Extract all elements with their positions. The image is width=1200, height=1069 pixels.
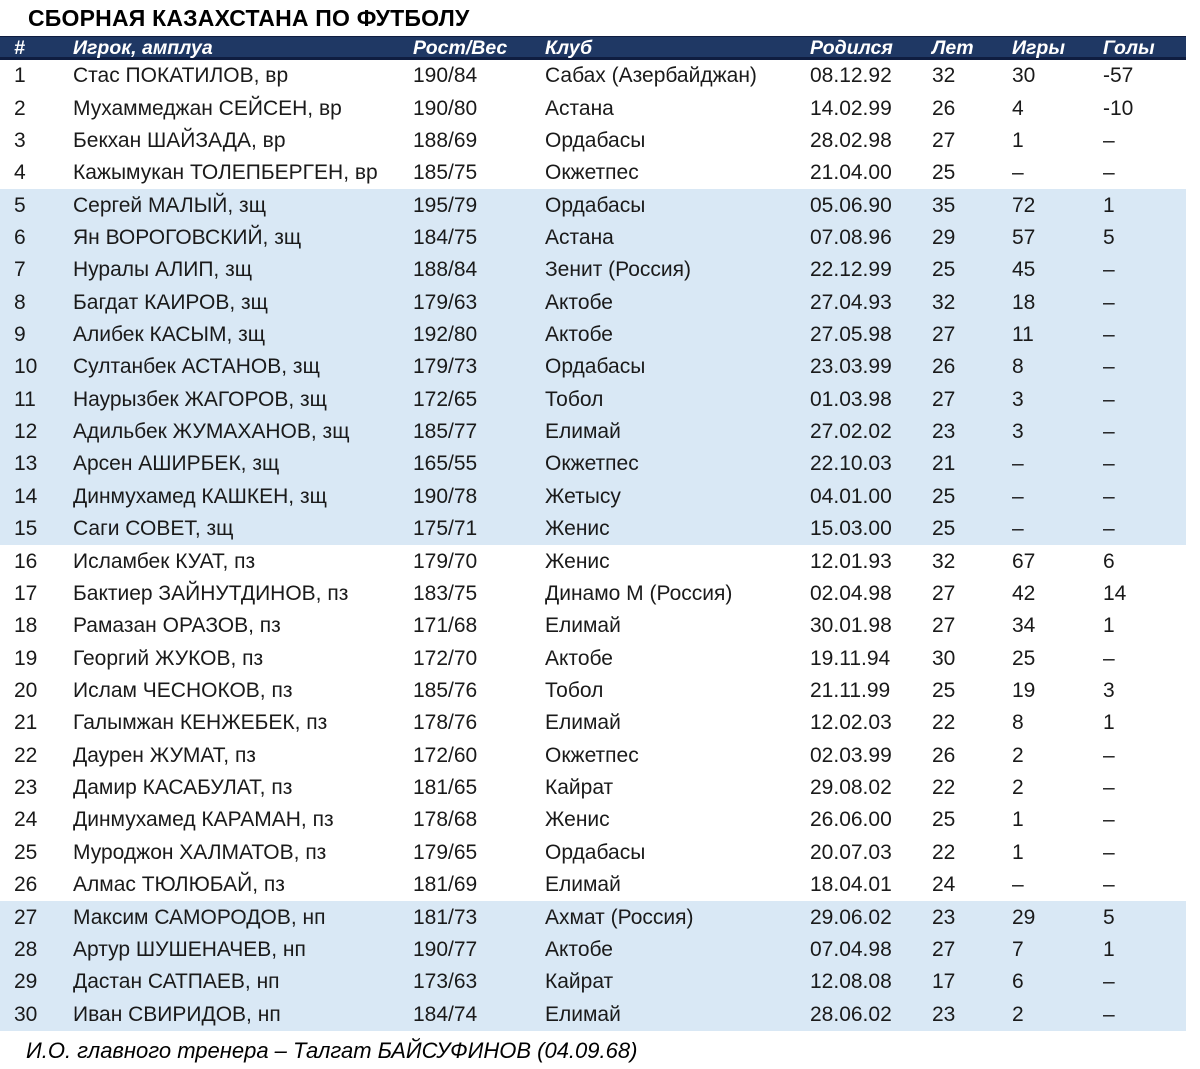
cell-age: 30 bbox=[932, 646, 956, 670]
cell-born: 21.11.99 bbox=[810, 679, 891, 702]
table-row bbox=[0, 92, 1186, 124]
cell-born: 07.08.96 bbox=[810, 225, 892, 249]
cell-club: Тобол bbox=[545, 387, 604, 411]
cell-age: 22 bbox=[932, 711, 956, 735]
cell-goals: – bbox=[1103, 808, 1115, 832]
cell-player: Динмухамед КАШКЕН, зщ bbox=[73, 484, 327, 508]
table-row bbox=[0, 384, 1186, 416]
cell-club: Жетысу bbox=[545, 484, 621, 508]
cell-age: 27 bbox=[932, 128, 956, 152]
cell-num: 5 bbox=[14, 193, 26, 217]
cell-player: Галымжан КЕНЖЕБЕК, пз bbox=[73, 711, 328, 735]
cell-num: 12 bbox=[14, 420, 38, 444]
cell-goals: 5 bbox=[1103, 905, 1115, 929]
cell-goals: 5 bbox=[1103, 225, 1115, 249]
table-row bbox=[0, 837, 1186, 869]
cell-games: 30 bbox=[1012, 64, 1036, 88]
cell-player: Бекхан ШАЙЗАДА, вр bbox=[73, 128, 286, 152]
cell-born: 12.02.03 bbox=[810, 711, 892, 735]
table-row bbox=[0, 740, 1186, 772]
cell-games: 11 bbox=[1012, 323, 1034, 347]
table-row bbox=[0, 287, 1186, 319]
cell-hw: 179/63 bbox=[413, 290, 478, 314]
table-row bbox=[0, 254, 1186, 286]
cell-born: 28.06.02 bbox=[810, 1002, 892, 1026]
cell-player: Алмас ТЮЛЮБАЙ, пз bbox=[73, 873, 285, 897]
cell-club: Тобол bbox=[545, 679, 604, 702]
cell-games: 3 bbox=[1012, 420, 1024, 444]
cell-goals: – bbox=[1103, 873, 1115, 897]
cell-age: 26 bbox=[932, 96, 956, 120]
cell-hw: 173/63 bbox=[413, 970, 478, 994]
table-row bbox=[0, 351, 1186, 383]
cell-games: 3 bbox=[1012, 387, 1024, 411]
cell-hw: 178/68 bbox=[413, 808, 478, 832]
cell-born: 30.01.98 bbox=[810, 614, 892, 638]
cell-age: 27 bbox=[932, 581, 956, 605]
cell-club: Зенит (Россия) bbox=[545, 258, 691, 282]
cell-club: Женис bbox=[545, 808, 610, 832]
cell-num: 3 bbox=[14, 128, 26, 152]
cell-num: 7 bbox=[14, 258, 26, 282]
cell-num: 19 bbox=[14, 646, 38, 670]
cell-club: Кайрат bbox=[545, 970, 614, 994]
cell-club: Астана bbox=[545, 225, 614, 249]
cell-club: Актобе bbox=[545, 646, 613, 670]
cell-born: 28.02.98 bbox=[810, 128, 892, 152]
cell-hw: 181/69 bbox=[413, 873, 478, 897]
cell-goals: – bbox=[1103, 970, 1115, 994]
cell-games: 2 bbox=[1012, 743, 1024, 767]
cell-goals: – bbox=[1103, 323, 1115, 347]
cell-hw: 181/73 bbox=[413, 905, 478, 929]
squad-table bbox=[0, 36, 1186, 1031]
cell-goals: – bbox=[1103, 776, 1115, 800]
cell-age: 32 bbox=[932, 549, 956, 573]
cell-born: 05.06.90 bbox=[810, 193, 892, 217]
cell-num: 17 bbox=[14, 581, 38, 605]
cell-hw: 165/55 bbox=[413, 452, 478, 476]
cell-age: 25 bbox=[932, 258, 956, 282]
cell-club: Актобе bbox=[545, 937, 613, 961]
table-row bbox=[0, 189, 1186, 221]
cell-age: 25 bbox=[932, 484, 956, 508]
cell-goals: 6 bbox=[1103, 549, 1115, 573]
cell-player: Арсен АШИРБЕК, зщ bbox=[73, 452, 280, 476]
cell-goals: – bbox=[1103, 1002, 1115, 1026]
cell-born: 12.01.93 bbox=[810, 549, 892, 573]
cell-player: Максим САМОРОДОВ, нп bbox=[73, 905, 326, 929]
cell-age: 35 bbox=[932, 193, 956, 217]
table-row bbox=[0, 125, 1186, 157]
cell-games: 57 bbox=[1012, 225, 1036, 249]
cell-born: 02.04.98 bbox=[810, 581, 892, 605]
cell-hw: 179/70 bbox=[413, 549, 478, 573]
cell-club: Елимай bbox=[545, 711, 621, 735]
cell-player: Динмухамед КАРАМАН, пз bbox=[73, 808, 334, 832]
cell-club: Астана bbox=[545, 96, 614, 120]
cell-num: 24 bbox=[14, 808, 38, 832]
cell-hw: 192/80 bbox=[413, 323, 478, 347]
cell-hw: 179/73 bbox=[413, 355, 478, 379]
cell-born: 27.04.93 bbox=[810, 290, 892, 314]
cell-games: 25 bbox=[1012, 646, 1036, 670]
header-games: Игры bbox=[1012, 37, 1065, 59]
header-born: Родился bbox=[810, 37, 893, 59]
cell-num: 15 bbox=[14, 517, 38, 541]
cell-born: 27.02.02 bbox=[810, 420, 892, 444]
cell-num: 8 bbox=[14, 290, 26, 314]
cell-age: 23 bbox=[932, 905, 956, 929]
header-num: # bbox=[14, 37, 25, 59]
cell-num: 6 bbox=[14, 225, 26, 249]
cell-born: 21.04.00 bbox=[810, 161, 892, 185]
cell-games: 2 bbox=[1012, 776, 1024, 800]
cell-games: 42 bbox=[1012, 581, 1036, 605]
table-row bbox=[0, 772, 1186, 804]
table-row bbox=[0, 545, 1186, 577]
cell-club: Елимай bbox=[545, 420, 621, 444]
cell-player: Ислам ЧЕСНОКОВ, пз bbox=[73, 679, 293, 702]
cell-age: 21 bbox=[932, 452, 956, 476]
cell-num: 13 bbox=[14, 452, 38, 476]
header-hw: Рост/Вес bbox=[413, 37, 508, 59]
cell-born: 22.10.03 bbox=[810, 452, 892, 476]
cell-games: 19 bbox=[1012, 679, 1036, 702]
cell-born: 29.08.02 bbox=[810, 776, 892, 800]
table-row bbox=[0, 675, 1186, 707]
cell-player: Артур ШУШЕНАЧЕВ, нп bbox=[73, 937, 306, 961]
cell-goals: -57 bbox=[1103, 64, 1134, 88]
cell-born: 01.03.98 bbox=[810, 387, 892, 411]
cell-age: 29 bbox=[932, 225, 956, 249]
cell-hw: 190/77 bbox=[413, 937, 478, 961]
cell-age: 27 bbox=[932, 937, 956, 961]
cell-hw: 185/76 bbox=[413, 679, 478, 702]
cell-games: 1 bbox=[1012, 128, 1024, 152]
table-row bbox=[0, 319, 1186, 351]
cell-club: Окжетпес bbox=[545, 161, 639, 185]
cell-goals: – bbox=[1103, 743, 1115, 767]
cell-age: 26 bbox=[932, 743, 956, 767]
table-row bbox=[0, 642, 1186, 674]
cell-num: 28 bbox=[14, 937, 38, 961]
cell-hw: 175/71 bbox=[413, 517, 478, 541]
cell-games: – bbox=[1012, 452, 1024, 476]
cell-club: Актобе bbox=[545, 290, 613, 314]
cell-games: 1 bbox=[1012, 808, 1024, 832]
cell-player: Сергей МАЛЫЙ, зщ bbox=[73, 193, 266, 217]
cell-games: 7 bbox=[1012, 937, 1024, 961]
cell-games: 1 bbox=[1012, 840, 1024, 864]
cell-hw: 190/80 bbox=[413, 96, 478, 120]
cell-goals: 1 bbox=[1103, 937, 1115, 961]
cell-hw: 172/60 bbox=[413, 743, 478, 767]
cell-club: Актобе bbox=[545, 323, 613, 347]
table-row bbox=[0, 869, 1186, 901]
cell-age: 24 bbox=[932, 873, 956, 897]
cell-club: Динамо М (Россия) bbox=[545, 581, 733, 605]
cell-age: 23 bbox=[932, 420, 956, 444]
cell-num: 18 bbox=[14, 614, 38, 638]
table-row bbox=[0, 416, 1186, 448]
page-title: СБОРНАЯ КАЗАХСТАНА ПО ФУТБОЛУ bbox=[28, 5, 470, 31]
cell-num: 10 bbox=[14, 355, 38, 379]
cell-goals: -10 bbox=[1103, 96, 1134, 120]
cell-hw: 190/78 bbox=[413, 484, 478, 508]
cell-born: 29.06.02 bbox=[810, 905, 892, 929]
cell-club: Ордабасы bbox=[545, 193, 646, 217]
table-row bbox=[0, 998, 1186, 1030]
cell-hw: 183/75 bbox=[413, 581, 478, 605]
cell-num: 16 bbox=[14, 549, 38, 573]
cell-club: Елимай bbox=[545, 873, 621, 897]
cell-age: 22 bbox=[932, 840, 956, 864]
cell-born: 19.11.94 bbox=[810, 646, 891, 670]
cell-player: Кажымукан ТОЛЕПБЕРГЕН, вр bbox=[73, 161, 378, 185]
cell-player: Нуралы АЛИП, зщ bbox=[73, 258, 252, 282]
cell-age: 25 bbox=[932, 161, 956, 185]
cell-born: 26.06.00 bbox=[810, 808, 892, 832]
cell-player: Наурызбек ЖАГОРОВ, зщ bbox=[73, 387, 327, 411]
cell-goals: – bbox=[1103, 161, 1115, 185]
cell-born: 07.04.98 bbox=[810, 937, 892, 961]
cell-hw: 171/68 bbox=[413, 614, 478, 638]
cell-born: 08.12.92 bbox=[810, 64, 892, 88]
cell-player: Дамир КАСАБУЛАТ, пз bbox=[73, 776, 293, 800]
table-row bbox=[0, 578, 1186, 610]
header-club: Клуб bbox=[545, 37, 593, 59]
table-row bbox=[0, 481, 1186, 513]
table-row bbox=[0, 610, 1186, 642]
cell-num: 9 bbox=[14, 323, 26, 347]
cell-age: 27 bbox=[932, 323, 956, 347]
cell-player: Султанбек АСТАНОВ, зщ bbox=[73, 355, 320, 379]
cell-num: 20 bbox=[14, 679, 38, 702]
cell-games: 34 bbox=[1012, 614, 1036, 638]
table-header-row bbox=[0, 36, 1186, 60]
cell-games: – bbox=[1012, 873, 1024, 897]
cell-age: 25 bbox=[932, 517, 956, 541]
cell-age: 32 bbox=[932, 64, 956, 88]
header-age: Лет bbox=[932, 37, 974, 59]
cell-games: 67 bbox=[1012, 549, 1036, 573]
cell-age: 32 bbox=[932, 290, 956, 314]
cell-goals: 1 bbox=[1103, 193, 1115, 217]
cell-player: Бактиер ЗАЙНУТДИНОВ, пз bbox=[73, 581, 349, 605]
cell-games: 72 bbox=[1012, 193, 1036, 217]
cell-born: 22.12.99 bbox=[810, 258, 892, 282]
cell-club: Ахмат (Россия) bbox=[545, 905, 694, 929]
cell-club: Ордабасы bbox=[545, 355, 646, 379]
cell-goals: 14 bbox=[1103, 581, 1127, 605]
cell-club: Женис bbox=[545, 549, 610, 573]
cell-player: Саги СОВЕТ, зщ bbox=[73, 517, 234, 541]
cell-hw: 185/77 bbox=[413, 420, 478, 444]
cell-club: Сабах (Азербайджан) bbox=[545, 64, 757, 88]
cell-born: 02.03.99 bbox=[810, 743, 892, 767]
cell-player: Дастан САТПАЕВ, нп bbox=[73, 970, 280, 994]
cell-club: Окжетпес bbox=[545, 452, 639, 476]
cell-num: 11 bbox=[14, 387, 36, 411]
cell-born: 23.03.99 bbox=[810, 355, 892, 379]
cell-games: 4 bbox=[1012, 96, 1024, 120]
cell-club: Ордабасы bbox=[545, 840, 646, 864]
cell-num: 26 bbox=[14, 873, 38, 897]
cell-age: 22 bbox=[932, 776, 956, 800]
table-row bbox=[0, 513, 1186, 545]
cell-num: 25 bbox=[14, 840, 38, 864]
cell-club: Кайрат bbox=[545, 776, 614, 800]
cell-born: 12.08.08 bbox=[810, 970, 892, 994]
cell-num: 22 bbox=[14, 743, 38, 767]
table-row bbox=[0, 222, 1186, 254]
cell-hw: 172/70 bbox=[413, 646, 478, 670]
cell-goals: – bbox=[1103, 387, 1115, 411]
cell-hw: 181/65 bbox=[413, 776, 478, 800]
table-row bbox=[0, 707, 1186, 739]
cell-born: 14.02.99 bbox=[810, 96, 892, 120]
cell-goals: 3 bbox=[1103, 679, 1115, 702]
cell-hw: 188/84 bbox=[413, 258, 478, 282]
cell-age: 17 bbox=[932, 970, 956, 994]
cell-age: 27 bbox=[932, 387, 956, 411]
table-row bbox=[0, 157, 1186, 189]
cell-player: Мухаммеджан СЕЙСЕН, вр bbox=[73, 96, 342, 120]
cell-hw: 190/84 bbox=[413, 64, 478, 88]
cell-num: 30 bbox=[14, 1002, 38, 1026]
cell-games: 8 bbox=[1012, 355, 1024, 379]
cell-goals: – bbox=[1103, 355, 1115, 379]
cell-age: 25 bbox=[932, 679, 956, 702]
cell-goals: – bbox=[1103, 452, 1115, 476]
cell-num: 1 bbox=[14, 64, 26, 88]
cell-hw: 195/79 bbox=[413, 193, 478, 217]
cell-games: 45 bbox=[1012, 258, 1036, 282]
cell-born: 20.07.03 bbox=[810, 840, 892, 864]
coach-note: И.О. главного тренера – Талгат БАЙСУФИНОВ (04.09.68) bbox=[26, 1037, 638, 1063]
table-row bbox=[0, 901, 1186, 933]
cell-born: 18.04.01 bbox=[810, 873, 892, 897]
cell-hw: 185/75 bbox=[413, 161, 478, 185]
cell-num: 14 bbox=[14, 484, 38, 508]
cell-num: 21 bbox=[14, 711, 38, 735]
cell-born: 04.01.00 bbox=[810, 484, 892, 508]
cell-player: Стас ПОКАТИЛОВ, вр bbox=[73, 64, 289, 88]
table-row bbox=[0, 60, 1186, 92]
cell-goals: – bbox=[1103, 290, 1115, 314]
cell-num: 4 bbox=[14, 161, 26, 185]
cell-club: Елимай bbox=[545, 614, 621, 638]
cell-age: 25 bbox=[932, 808, 956, 832]
table-body bbox=[0, 60, 1186, 1031]
cell-games: 8 bbox=[1012, 711, 1024, 735]
cell-num: 23 bbox=[14, 776, 38, 800]
cell-num: 29 bbox=[14, 970, 38, 994]
cell-games: 18 bbox=[1012, 290, 1036, 314]
cell-player: Исламбек КУАТ, пз bbox=[73, 549, 256, 573]
cell-hw: 179/65 bbox=[413, 840, 478, 864]
cell-club: Женис bbox=[545, 517, 610, 541]
cell-player: Иван СВИРИДОВ, нп bbox=[73, 1002, 281, 1026]
cell-hw: 184/74 bbox=[413, 1002, 478, 1026]
cell-club: Ордабасы bbox=[545, 128, 646, 152]
cell-num: 2 bbox=[14, 96, 26, 120]
cell-games: – bbox=[1012, 161, 1024, 185]
table-row bbox=[0, 448, 1186, 480]
cell-goals: – bbox=[1103, 484, 1115, 508]
cell-age: 26 bbox=[932, 355, 956, 379]
cell-goals: – bbox=[1103, 128, 1115, 152]
cell-goals: 1 bbox=[1103, 711, 1115, 735]
cell-player: Адильбек ЖУМАХАНОВ, зщ bbox=[73, 420, 350, 444]
cell-age: 27 bbox=[932, 614, 956, 638]
cell-club: Елимай bbox=[545, 1002, 621, 1026]
cell-player: Георгий ЖУКОВ, пз bbox=[73, 646, 264, 670]
cell-games: 2 bbox=[1012, 1002, 1024, 1026]
cell-games: – bbox=[1012, 517, 1024, 541]
cell-hw: 178/76 bbox=[413, 711, 478, 735]
cell-goals: – bbox=[1103, 840, 1115, 864]
cell-player: Муроджон ХАЛМАТОВ, пз bbox=[73, 840, 327, 864]
header-player: Игрок, амплуа bbox=[73, 37, 213, 59]
cell-games: 29 bbox=[1012, 905, 1036, 929]
cell-player: Багдат КАИРОВ, зщ bbox=[73, 290, 268, 314]
cell-hw: 188/69 bbox=[413, 128, 478, 152]
cell-goals: – bbox=[1103, 646, 1115, 670]
cell-player: Даурен ЖУМАТ, пз bbox=[73, 743, 256, 767]
cell-player: Рамазан ОРАЗОВ, пз bbox=[73, 614, 281, 638]
table-row bbox=[0, 934, 1186, 966]
cell-born: 27.05.98 bbox=[810, 323, 892, 347]
cell-goals: – bbox=[1103, 517, 1115, 541]
cell-goals: – bbox=[1103, 258, 1115, 282]
cell-num: 27 bbox=[14, 905, 38, 929]
cell-player: Алибек КАСЫМ, зщ bbox=[73, 323, 266, 347]
cell-born: 15.03.00 bbox=[810, 517, 892, 541]
cell-hw: 172/65 bbox=[413, 387, 478, 411]
table-row bbox=[0, 804, 1186, 836]
cell-goals: 1 bbox=[1103, 614, 1115, 638]
cell-games: 6 bbox=[1012, 970, 1024, 994]
cell-goals: – bbox=[1103, 420, 1115, 444]
table-row bbox=[0, 966, 1186, 998]
cell-club: Окжетпес bbox=[545, 743, 639, 767]
cell-age: 23 bbox=[932, 1002, 956, 1026]
cell-hw: 184/75 bbox=[413, 225, 478, 249]
cell-player: Ян ВОРОГОВСКИЙ, зщ bbox=[73, 225, 302, 249]
header-goals: Голы bbox=[1103, 37, 1155, 59]
cell-games: – bbox=[1012, 484, 1024, 508]
